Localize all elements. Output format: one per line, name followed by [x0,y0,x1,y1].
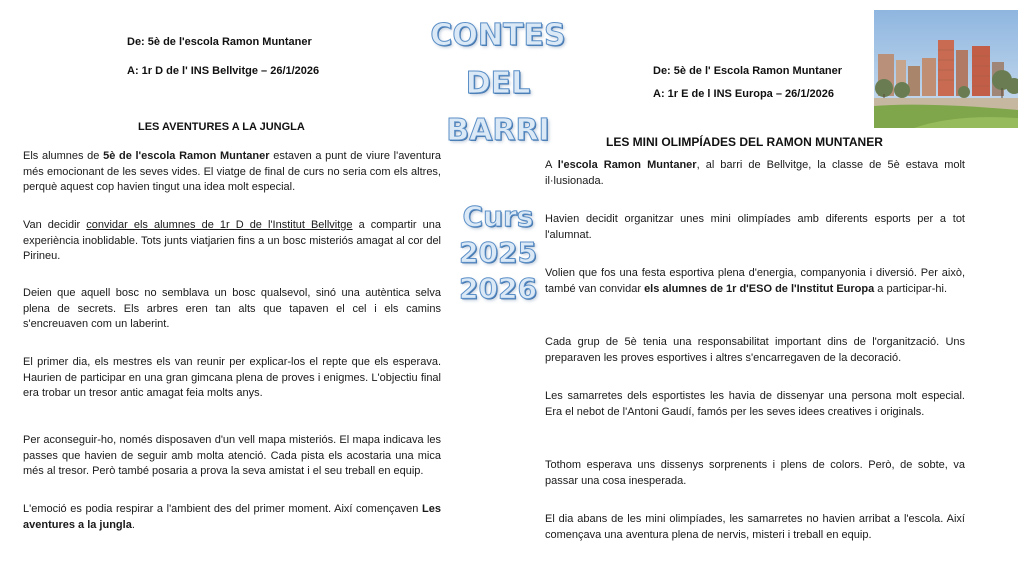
left-paragraph-2: Van decidir convidar els alumnes de 1r D de l'Institut Bellvitge a compartir una experiència inoblidable. Tots junts viatjarien fins a un bosc misteriós amagat al cor del Pirineu. [23,219,441,262]
left-paragraph-5: Per aconseguir-ho, només disposaven d'un vell mapa misteriós. El mapa indicava les passes que havien de seguir amb molta atenció. Cada pista els acostaria una mica més al tresor. Però també posaria a prova la seva amistat i el seu treball en equip. [23,434,441,477]
right-story-title: LES MINI OLIMPÍADES DEL RAMON MUNTANER [606,135,883,149]
left-paragraph-1: Els alumnes de 5è de l'escola Ramon Muntaner estaven a punt de viure l'aventura més emocionant de les seves vides. El viatge de final de curs no seria com els altres, perquè aquest cop havien tingut una idea molt especial. [23,150,442,193]
left-to-line: A: 1r D de l' INS Bellvitge – 26/1/2026 [127,65,320,77]
right-paragraph-1: A l'escola Ramon Muntaner, al barri de Bellvitge, la classe de 5è estava molt il·lusionada. [545,159,965,187]
right-paragraph-7: El dia abans de les mini olimpíades, les samarretes no havien arribat a l'escola. Així començava una aventura plena de nervis, misteri i treball en equip. [545,513,965,541]
left-paragraph-3: Deien que aquell bosc no semblava un bosc qualsevol, sinó una autèntica selva plena de secrets. Els arbres eren tan alts que tapaven el cel i els camins s'encreuaven com un laberint. [23,287,441,330]
right-paragraph-2: Havien decidit organitzar unes mini olimpíades amb diferents esports per a tot l'alumnat. [545,213,965,241]
left-story-title: LES AVENTURES A LA JUNGLA [138,121,305,133]
neighbourhood-photo [874,10,1018,128]
left-paragraph-4: El primer dia, els mestres els van reunir per explicar-los el repte que els esperava. Haurien de participar en una gran gimcana plena de proves i enigmes. L'objectiu final era trobar un tresor antic amagat feia molts anys. [23,356,441,399]
left-from-line: De: 5è de l'escola Ramon Muntaner [127,36,312,48]
main-title-del: DEL [465,66,531,101]
school-year-label: Curs [462,200,534,233]
main-title-contes: CONTES [430,18,566,53]
right-paragraph-6: Tothom esperava uns dissenys sorprenents i plens de colors. Però, de sobte, va passar una cosa inesperada. [545,459,965,487]
right-from-line: De: 5è de l' Escola Ramon Muntaner [653,65,843,77]
main-title-barri: BARRI [446,113,550,148]
right-paragraph-4: Cada grup de 5è tenia una responsabilitat important dins de l'organització. Uns preparaven les proves esportives i altres s'encarregaven de la decoració. [545,336,965,364]
school-year-start: 2025 [459,236,537,269]
left-paragraph-6: L'emoció es podia respirar a l'ambient des del primer moment. Així començaven Les aventures a la jungla. [23,503,441,531]
school-year-end: 2026 [459,272,537,305]
right-paragraph-3: Volien que fos una festa esportiva plena d'energia, companyonia i diversió. Per això, també van convidar els alumnes de 1r d'ESO de l'Institut Europa a participar-hi. [545,267,965,295]
right-to-line: A: 1r E de l INS Europa – 26/1/2026 [653,88,834,100]
right-paragraph-5: Les samarretes dels esportistes les havia de dissenyar una persona molt especial. Era el nebot de l'Antoni Gaudí, famós per les seves idees creatives i originals. [545,390,965,418]
